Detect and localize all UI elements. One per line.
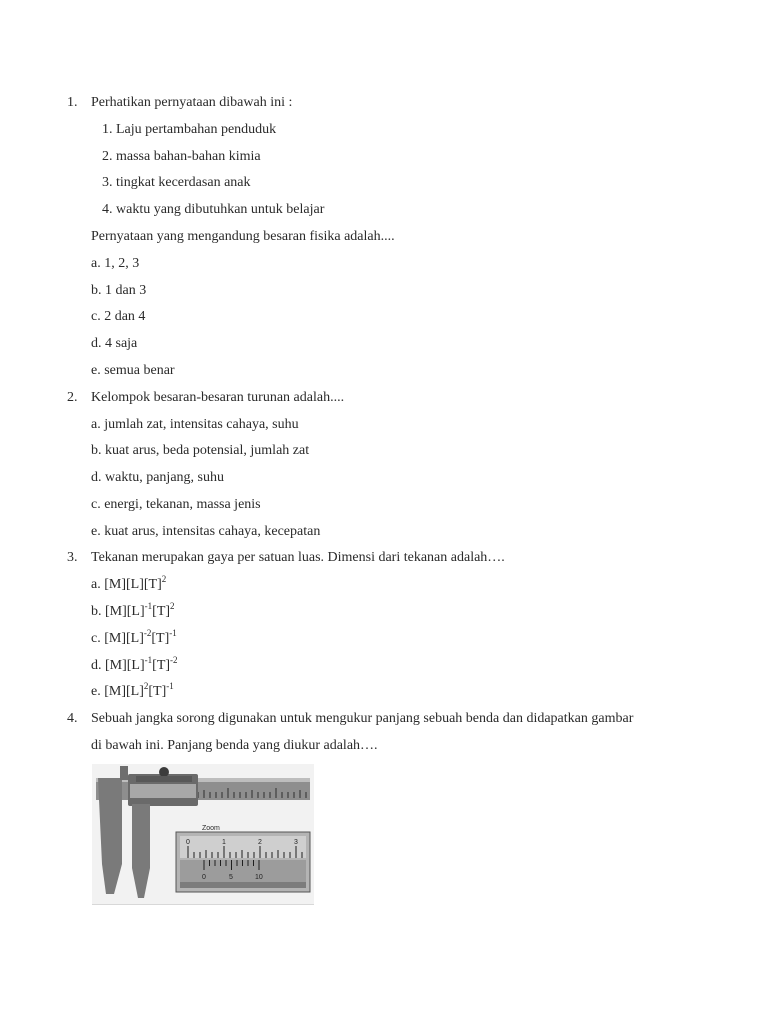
- question-number: 1.: [67, 95, 78, 110]
- dimension-t: [T]: [151, 631, 170, 646]
- option-d: [91, 657, 178, 675]
- depth-jaw-top: [120, 766, 128, 780]
- exponent: -2: [170, 655, 178, 665]
- option-b: [91, 603, 175, 621]
- question-3-text: Tekanan merupakan gaya per satuan luas. Dimensi dari tekanan adalah….: [91, 550, 505, 565]
- option-a: a. jumlah zat, intensitas cahaya, suhu: [91, 417, 299, 432]
- option-e: e. kuat arus, intensitas cahaya, kecepatan: [91, 524, 321, 539]
- exponent: -1: [144, 655, 153, 665]
- vernier-label: 5: [229, 874, 233, 881]
- question-1-prompt: Pernyataan yang mengandung besaran fisika adalah....: [91, 229, 395, 244]
- dimension-t: [T]: [152, 604, 171, 619]
- vernier-label: 0: [202, 874, 206, 881]
- option-c: c. 2 dan 4: [91, 309, 146, 324]
- option-label: c. [M][L]: [91, 631, 144, 646]
- main-scale-label: 1: [222, 839, 226, 846]
- exponent: -2: [143, 628, 152, 638]
- option-d: d. waktu, panjang, suhu: [91, 470, 224, 485]
- main-scale-label: 2: [258, 839, 262, 846]
- sliding-jaw: [132, 804, 150, 898]
- option-e: [91, 683, 174, 701]
- question-number: 2.: [67, 390, 78, 405]
- lock-screw: [159, 767, 169, 777]
- option-label: b. [M][L]: [91, 604, 145, 619]
- question-4-text-line1: Sebuah jangka sorong digunakan untuk mengukur panjang sebuah benda dan didapatkan gambar: [91, 711, 634, 726]
- statement-2: 2. massa bahan-bahan kimia: [102, 149, 261, 164]
- question-4-text-line2: di bawah ini. Panjang benda yang diukur adalah….: [91, 738, 378, 753]
- exponent: -1: [166, 681, 174, 691]
- option-label: d. [M][L]: [91, 658, 145, 673]
- exponent: 2: [143, 681, 149, 691]
- question-1-text: Perhatikan pernyataan dibawah ini :: [91, 95, 293, 110]
- option-label: a. [M][L][T]: [91, 577, 162, 592]
- statement-3: 3. tingkat kecerdasan anak: [102, 175, 251, 190]
- question-number: 4.: [67, 711, 78, 726]
- fixed-jaw: [98, 778, 122, 894]
- dimension-t: [T]: [152, 658, 171, 673]
- option-label: e. [M][L]: [91, 684, 144, 699]
- option-e: e. semua benar: [91, 363, 175, 378]
- vernier-caliper-image: [92, 764, 314, 905]
- exponent: 2: [170, 601, 175, 611]
- exponent: -1: [169, 628, 177, 638]
- main-scale-label: 3: [294, 839, 298, 846]
- exponent: 2: [161, 574, 167, 584]
- vernier-label: 10: [255, 874, 263, 881]
- option-a: a. 1, 2, 3: [91, 256, 140, 271]
- vernier-caliper-drawing: [92, 764, 314, 904]
- dimension-t: [T]: [148, 684, 167, 699]
- option-d: d. 4 saja: [91, 336, 138, 351]
- exponent: -1: [144, 601, 153, 611]
- option-c: [91, 630, 177, 648]
- option-a: [91, 576, 166, 594]
- question-number: 3.: [67, 550, 78, 565]
- zoom-main-scale: [180, 836, 306, 858]
- option-c: c. energi, tekanan, massa jenis: [91, 497, 261, 512]
- option-b: b. 1 dan 3: [91, 283, 147, 298]
- question-2-text: Kelompok besaran-besaran turunan adalah....: [91, 390, 345, 405]
- statement-1: 1. Laju pertambahan penduduk: [102, 122, 277, 137]
- zoom-label: Zoom: [202, 825, 220, 832]
- option-b: b. kuat arus, beda potensial, jumlah zat: [91, 443, 310, 458]
- main-scale-label: 0: [186, 839, 190, 846]
- statement-4: 4. waktu yang dibutuhkan untuk belajar: [102, 202, 325, 217]
